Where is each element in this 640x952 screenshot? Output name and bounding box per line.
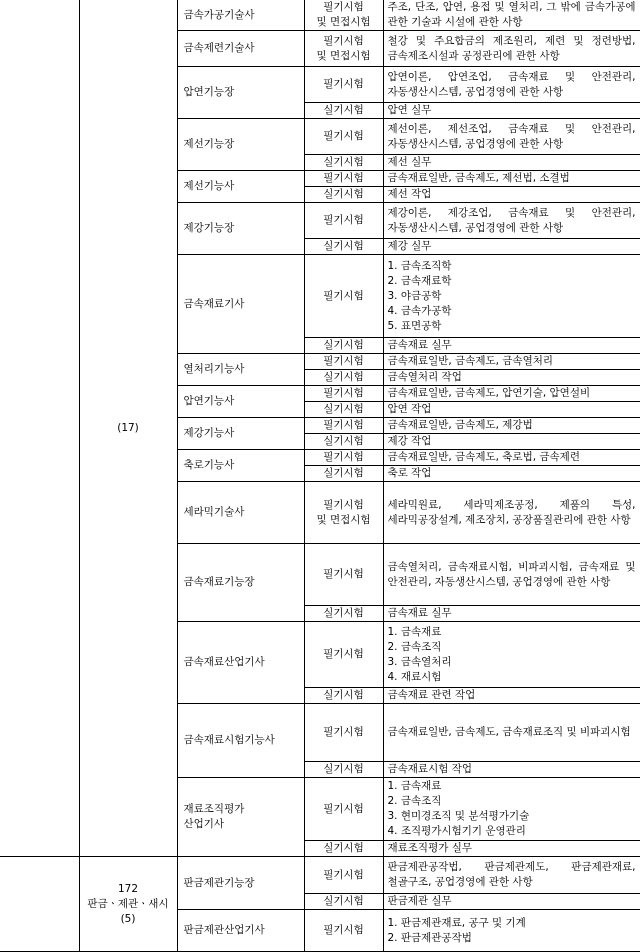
category-cell (0, 0, 79, 857)
subject-line: 철강 및 주요합금의 제조원리, 제련 및 정련방법, 금속제조시설과 공정관리에 관한 사항 (387, 34, 636, 62)
exam-type: 실기시험 (304, 434, 383, 450)
qualification-name: 금속제련기술사 (177, 31, 304, 67)
exam-type: 실기시험 (304, 155, 383, 171)
subject-line: 주조, 단조, 압연, 용접 및 열처리, 그 밖에 금속가공에 관한 기술과 시설에 관한 사항 (387, 1, 636, 28)
subject-line: 금속재료일반, 금속제도, 축로법, 금속제련 (387, 451, 580, 463)
subject-line: 세라믹원료, 세라믹제조공정, 제품의 특성, 세라믹공장설계, 제조장치, 공장품질관리에 관한 사항 (387, 498, 636, 526)
exam-subjects (383, 418, 640, 434)
exam-subjects (383, 841, 640, 857)
subject-line: 4. 조직평가시험기기 운영관리 (387, 825, 526, 837)
exam-subjects (383, 187, 640, 203)
exam-subjects (383, 466, 640, 482)
subject-line: 금속재료일반, 금속제도, 제강법 (387, 419, 533, 431)
exam-subjects (383, 103, 640, 119)
qualification-name: 제선기능장 (177, 119, 304, 171)
exam-subjects (383, 762, 640, 778)
qualification-name: 압연기능사 (177, 386, 304, 418)
exam-subjects (383, 203, 640, 239)
subject-line: 5. 표면공학 (387, 319, 442, 332)
subject-line: 금속재료일반, 금속제도, 금속열처리 (387, 355, 553, 367)
exam-subjects (383, 354, 640, 370)
subcategory-cell: 172 판금ㆍ제관ㆍ새시(5) (79, 857, 177, 952)
exam-type: 실기시험 (304, 466, 383, 482)
exam-type: 실기시험 (304, 606, 383, 622)
subject-line: 1. 금속재료 (387, 625, 442, 638)
subject-line: 제선 실무 (387, 156, 432, 168)
exam-subjects (383, 704, 640, 762)
subject-line: 금속열처리, 금속재료시험, 비파괴시험, 금속재료 및 안전관리, 자동생산시스템, 공업경영에 관한 사항 (387, 560, 636, 588)
subject-line: 압연 실무 (387, 104, 432, 116)
exam-subjects (383, 155, 640, 171)
qualification-name: 제선기능사 (177, 171, 304, 203)
exam-type: 필기시험 (304, 450, 383, 466)
subject-line: 2. 판금제관공작법 (387, 931, 472, 944)
exam-subjects (383, 688, 640, 704)
exam-subjects (383, 857, 640, 894)
subject-line: 압연이론, 압연조업, 금속재료 및 안전관리, 자동생산시스템, 공업경영에 관한 사항 (387, 70, 636, 98)
exam-type: 필기시험 (304, 354, 383, 370)
subject-line: 판금제관 실무 (387, 895, 452, 907)
category-cell (0, 857, 79, 952)
exam-subjects (383, 338, 640, 354)
exam-type: 실기시험 (304, 239, 383, 255)
qualification-name: 판금제관산업기사 (177, 910, 304, 952)
subject-line: 1. 금속재료 (387, 780, 442, 792)
exam-type: 필기시험 (304, 67, 383, 103)
exam-type: 실기시험 (304, 187, 383, 203)
exam-subjects (383, 171, 640, 187)
exam-subjects (383, 894, 640, 910)
subject-line: 축로 작업 (387, 467, 432, 479)
exam-type: 실기시험 (304, 688, 383, 704)
subject-line: 금속재료 관련 작업 (387, 689, 476, 701)
exam-subjects (383, 544, 640, 606)
qualification-name: 금속가공기술사 (177, 0, 304, 31)
exam-type: 실기시험 (304, 841, 383, 857)
qualification-name: 세라믹기술사 (177, 482, 304, 544)
subject-line: 금속재료일반, 금속제도, 제선법, 소결법 (387, 172, 570, 184)
table-row (0, 857, 640, 894)
qualification-name: 금속재료시험기능사 (177, 704, 304, 778)
exam-type: 실기시험 (304, 370, 383, 386)
exam-type: 필기시험 (304, 910, 383, 952)
exam-type: 필기시험 및 면접시험 (304, 31, 383, 67)
exam-subjects (383, 778, 640, 841)
exam-subjects (383, 119, 640, 155)
qualification-name: 축로기능사 (177, 450, 304, 482)
exam-subjects (383, 370, 640, 386)
subject-line: 금속열처리 작업 (387, 371, 462, 383)
subject-line: 금속재료 실무 (387, 607, 452, 619)
subject-line: 판금제관공작법, 판금제관제도, 판금제관재료, 철골구조, 공업경영에 관한 사항 (387, 861, 636, 888)
exam-type: 필기시험 (304, 119, 383, 155)
exam-subjects (383, 67, 640, 103)
subject-line: 2. 금속조직 (387, 640, 442, 653)
exam-type: 필기시험 (304, 857, 383, 894)
subject-line: 제강 실무 (387, 240, 432, 252)
exam-type: 필기시험 및 면접시험 (304, 482, 383, 544)
exam-type: 필기시험 (304, 171, 383, 187)
exam-subjects (383, 239, 640, 255)
subject-line: 1. 판금제관재료, 공구 및 기계 (387, 916, 526, 929)
qualification-name: 제강기능사 (177, 418, 304, 450)
table-row (0, 0, 640, 31)
exam-type: 필기시험 (304, 203, 383, 239)
exam-type: 필기시험 및 면접시험 (304, 0, 383, 31)
subject-line: 4. 금속가공학 (387, 304, 452, 317)
exam-type: 필기시험 (304, 544, 383, 606)
exam-subjects (383, 482, 640, 544)
exam-type: 필기시험 (304, 386, 383, 402)
exam-type: 실기시험 (304, 338, 383, 354)
exam-type: 실기시험 (304, 762, 383, 778)
subject-line: 금속재료일반, 금속제도, 압연기술, 압연설비 (387, 387, 591, 399)
exam-type: 필기시험 (304, 255, 383, 338)
exam-subjects (383, 450, 640, 466)
qualification-name: 금속재료기능장 (177, 544, 304, 622)
exam-type: 필기시험 (304, 418, 383, 434)
qualification-name: 제강기능장 (177, 203, 304, 255)
subject-line: 3. 금속열처리 (387, 655, 452, 668)
subject-line: 금속재료시험 작업 (387, 763, 472, 775)
exam-subjects (383, 386, 640, 402)
subject-line: 제강이론, 제강조업, 금속재료 및 안전관리, 자동생산시스템, 공업경영에 관한 사항 (387, 206, 636, 234)
subject-line: 2. 금속조직 (387, 795, 442, 807)
subject-line: 압연 작업 (387, 403, 432, 415)
exam-subjects (383, 31, 640, 67)
subject-line: 2. 금속재료학 (387, 274, 452, 287)
exam-subjects (383, 910, 640, 952)
exam-subjects (383, 434, 640, 450)
subject-line: 제선 작업 (387, 188, 432, 200)
qualification-name: 열처리기능사 (177, 354, 304, 386)
subject-line: 3. 야금공학 (387, 289, 442, 302)
subcategory-cell: (17) (79, 0, 177, 857)
subject-line: 재료조직평가 실무 (387, 842, 472, 854)
qualification-name: 금속재료산업기사 (177, 622, 304, 704)
exam-type: 실기시험 (304, 402, 383, 418)
exam-subjects (383, 255, 640, 338)
qualification-name: 판금제관기능장 (177, 857, 304, 910)
subject-line: 금속재료 실무 (387, 339, 452, 351)
exam-subjects (383, 622, 640, 688)
subject-line: 3. 현미경조직 및 분석평가기술 (387, 810, 530, 822)
exam-type: 실기시험 (304, 103, 383, 119)
exam-type: 필기시험 (304, 704, 383, 762)
exam-subjects (383, 606, 640, 622)
qualification-name: 압연기능장 (177, 67, 304, 119)
subject-line: 제강 작업 (387, 435, 432, 447)
exam-subjects (383, 402, 640, 418)
qualification-name: 금속재료기사 (177, 255, 304, 354)
exam-type: 필기시험 (304, 622, 383, 688)
subject-line: 4. 재료시험 (387, 670, 442, 683)
exam-type: 실기시험 (304, 894, 383, 910)
exam-type: 필기시험 (304, 778, 383, 841)
subject-line: 금속재료일반, 금속제도, 금속재료조직 및 비파괴시험 (387, 726, 631, 738)
subject-line: 1. 금속조직학 (387, 259, 452, 272)
subject-line: 제선이론, 제선조업, 금속재료 및 안전관리, 자동생산시스템, 공업경영에 관한 사항 (387, 122, 636, 150)
qualification-name: 재료조직평가 산업기사 (177, 778, 304, 857)
exam-subjects (383, 0, 640, 31)
